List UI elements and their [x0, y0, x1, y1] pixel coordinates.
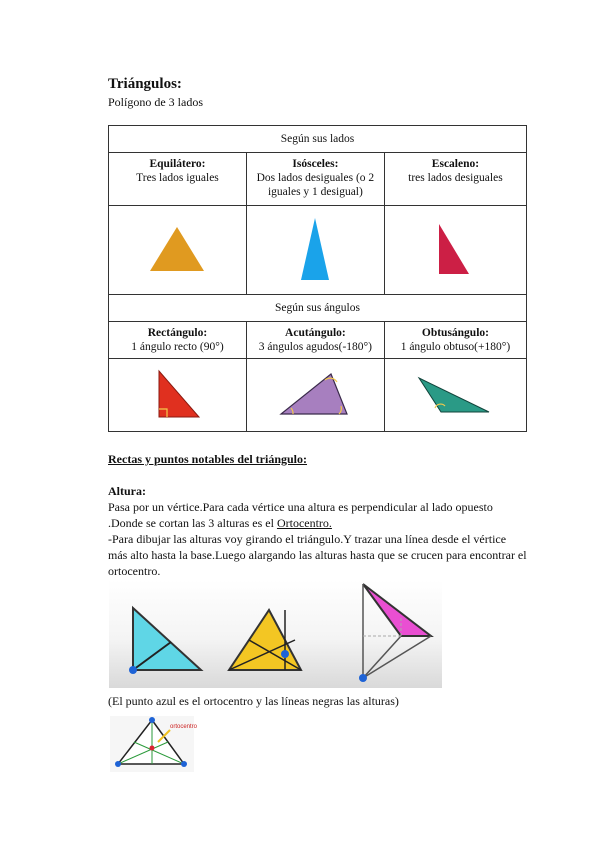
- ortocentro-link: Ortocentro.: [276, 516, 332, 530]
- isosceles-cell: [246, 153, 384, 206]
- acutangulo-image-cell: [246, 359, 384, 432]
- page-title: Triángulos:: [108, 76, 182, 92]
- equilatero-cell: [109, 153, 247, 206]
- altura-illustrations: [109, 580, 442, 688]
- isosceles-triangle-image: [285, 214, 345, 284]
- right-triangle-image: [147, 365, 207, 423]
- rectangulo-cell: [109, 322, 247, 359]
- altura-heading: Altura:: [108, 484, 146, 498]
- isosceles-name: Isósceles:: [292, 158, 339, 170]
- equilatero-name: Equilátero:: [149, 158, 206, 170]
- orthocenter-diagram: [110, 716, 198, 772]
- angles-header: Según sus ángulos: [109, 295, 527, 322]
- obtuse-triangle-image: [415, 372, 495, 416]
- acutangulo-desc: 3 ángulos agudos(-180°): [258, 341, 372, 353]
- sides-header: Según sus lados: [109, 126, 527, 153]
- obtusangulo-image-cell: [384, 359, 526, 432]
- rectangulo-desc: 1 ángulo recto (90°): [131, 341, 224, 353]
- escaleno-image-cell: [384, 206, 526, 295]
- rectangulo-image-cell: [109, 359, 247, 432]
- altura-line2: [108, 515, 528, 531]
- escaleno-desc: tres lados desiguales: [408, 172, 503, 184]
- equilateral-triangle-image: [142, 219, 212, 279]
- isosceles-desc: Dos lados desiguales (o 2 iguales y 1 desigual): [256, 172, 375, 198]
- escaleno-name: Escaleno:: [431, 158, 480, 170]
- rectangulo-name: Rectángulo:: [147, 327, 208, 339]
- acutangulo-name: Acutángulo:: [285, 327, 346, 339]
- triangle-classification-table: [108, 125, 527, 432]
- section-heading: Rectas y puntos notables del triángulo:: [108, 452, 308, 466]
- altura-line2-text: .Donde se cortan las 3 alturas es el: [108, 516, 277, 530]
- equilatero-desc: Tres lados iguales: [136, 172, 219, 184]
- page-subtitle: Polígono de 3 lados: [108, 95, 203, 109]
- altura-text: [108, 499, 528, 579]
- scalene-triangle-image: [425, 216, 485, 282]
- equilatero-image-cell: [109, 206, 247, 295]
- illustration-caption: (El punto azul es el ortocentro y las líneas negras las alturas): [108, 694, 399, 708]
- obtusangulo-desc: 1 ángulo obtuso(+180°): [400, 341, 511, 353]
- escaleno-cell: [384, 153, 526, 206]
- altura-line3: -Para dibujar las alturas voy girando el triángulo.Y trazar una línea desde el vértice más alto hasta la base.Luego alargando las alturas hasta que se crucen para encontrar el ortocentro.: [108, 532, 527, 578]
- obtusangulo-name: Obtusángulo:: [421, 327, 489, 339]
- acutangulo-cell: [246, 322, 384, 359]
- obtusangulo-cell: [384, 322, 526, 359]
- altura-line1: Pasa por un vértice.Para cada vértice una altura es perpendicular al lado opuesto: [108, 500, 493, 514]
- ortocentro-label: ortocentro: [170, 724, 198, 730]
- acute-triangle-image: [275, 368, 355, 420]
- isosceles-image-cell: [246, 206, 384, 295]
